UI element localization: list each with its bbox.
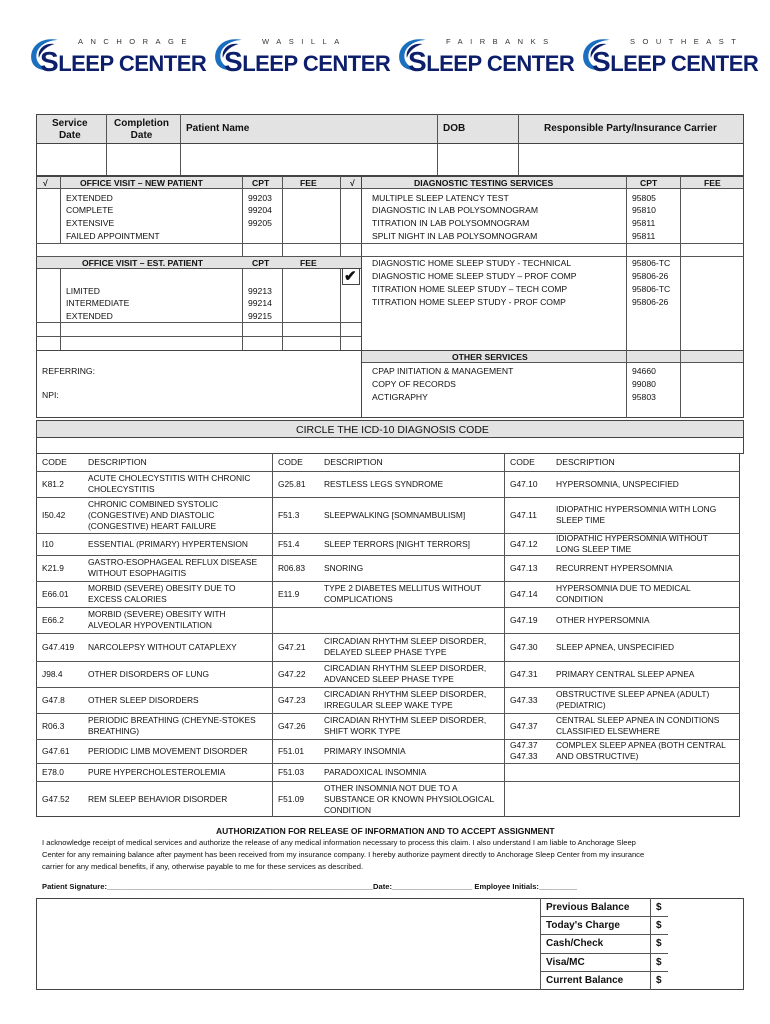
icd-description: PRIMARY CENTRAL SLEEP APNEA: [556, 668, 695, 679]
referring-block: [36, 350, 362, 418]
office-est-row-cpt: 99215: [248, 311, 272, 321]
icd-code-header: CODE: [510, 457, 535, 467]
diag-home-row-cpt: 95806-26: [632, 271, 669, 281]
logo-fairbanks: [396, 34, 576, 82]
authorization-title: AUTHORIZATION FOR RELEASE OF INFORMATION AND TO ACCEPT ASSIGNMENT: [216, 826, 555, 836]
office-new-row-desc: COMPLETE: [66, 205, 114, 215]
other-row-desc: CPAP INITIATION & MANAGEMENT: [372, 366, 514, 376]
icd-description: CIRCADIAN RHYTHM SLEEP DISORDER, ADVANCED SLEEP PHASE TYPE: [324, 663, 487, 684]
diag-row-desc: DIAGNOSTIC IN LAB POLYSOMNOGRAM: [372, 205, 539, 215]
completion-date-header: Completion Date: [114, 118, 169, 141]
diag-row-desc: TITRATION IN LAB POLYSOMNOGRAM: [372, 218, 530, 228]
logo-wasilla: [212, 34, 392, 82]
balance-label: Visa/MC: [546, 956, 585, 968]
icd-code[interactable]: F51.09: [278, 793, 305, 804]
diag-home-row-desc: DIAGNOSTIC HOME SLEEP STUDY - TECHNICAL: [372, 258, 572, 268]
icd-title: CIRCLE THE ICD-10 DIAGNOSIS CODE: [296, 424, 489, 436]
check-column-header: √: [43, 178, 48, 188]
icd-code-header: CODE: [42, 457, 67, 467]
diag-home-row-desc: TITRATION HOME SLEEP STUDY - PROF COMP: [372, 297, 566, 307]
diag-cpt-header: CPT: [640, 178, 658, 188]
balance-amount-field[interactable]: $: [656, 974, 662, 986]
icd-code[interactable]: G47.14: [510, 588, 538, 599]
service-date-header: Service Date: [52, 118, 88, 141]
icd-code[interactable]: G47.30: [510, 641, 538, 652]
icd-code[interactable]: G47.11: [510, 509, 537, 520]
icd-code[interactable]: F51.01: [278, 745, 305, 756]
icd-code[interactable]: G47.61: [42, 745, 70, 756]
icd-code[interactable]: G47.419: [42, 641, 75, 652]
icd-code[interactable]: G47.26: [278, 720, 306, 731]
diag-home-row-desc: TITRATION HOME SLEEP STUDY – TECH COMP: [372, 284, 568, 294]
office-new-title: OFFICE VISIT – NEW PATIENT: [80, 178, 203, 188]
icd-description: COMPLEX SLEEP APNEA (BOTH CENTRAL AND OBSTRUCTIVE): [556, 740, 726, 761]
office-est-row-cpt: 99213: [248, 286, 272, 296]
office-new-cpt-header: CPT: [252, 178, 270, 188]
icd-description: SLEEPWALKING [SOMNAMBULISM]: [324, 509, 466, 520]
logo-southeast: [580, 34, 760, 82]
icd-description: OTHER SLEEP DISORDERS: [88, 694, 199, 705]
icd-description: CIRCADIAN RHYTHM SLEEP DISORDER, IRREGULAR SLEEP WAKE TYPE: [324, 689, 487, 710]
balance-block: [36, 898, 744, 990]
icd-code[interactable]: G25.81: [278, 478, 306, 489]
icd-code[interactable]: I10: [42, 538, 54, 549]
office-est-cpt-header: CPT: [252, 258, 270, 268]
icd-code[interactable]: E66.2: [42, 614, 64, 625]
icd-code[interactable]: G47.23: [278, 694, 306, 705]
icd-code[interactable]: F51.3: [278, 509, 300, 520]
patient-name-header: Patient Name: [186, 123, 250, 134]
diag-row-cpt: 95810: [632, 205, 656, 215]
other-row-desc: ACTIGRAPHY: [372, 392, 428, 402]
icd-description: HYPERSOMNIA, UNSPECIFIED: [556, 478, 679, 489]
icd-code[interactable]: G47.31: [510, 668, 538, 679]
icd-code[interactable]: F51.03: [278, 766, 305, 777]
diag-row-cpt: 95811: [632, 231, 656, 241]
icd-code[interactable]: G47.19: [510, 614, 538, 625]
balance-label: Previous Balance: [546, 902, 630, 913]
icd-code[interactable]: G47.12: [510, 538, 538, 549]
checkmark-icon: ✔: [344, 268, 357, 285]
icd-description: OTHER INSOMNIA NOT DUE TO A SUBSTANCE OR KNOWN PHYSIOLOGICAL CONDITION: [324, 782, 495, 815]
diag-fee-header: FEE: [704, 178, 721, 188]
icd-description: REM SLEEP BEHAVIOR DISORDER: [88, 793, 228, 804]
icd-code[interactable]: G47.52: [42, 793, 70, 804]
icd-code[interactable]: G47.10: [510, 478, 538, 489]
icd-description: NARCOLEPSY WITHOUT CATAPLEXY: [88, 641, 237, 652]
icd-code[interactable]: F51.4: [278, 538, 300, 549]
icd-description: SLEEP TERRORS [NIGHT TERRORS]: [324, 538, 470, 549]
office-new-row-cpt: 99205: [248, 218, 272, 228]
authorization-text: carrier for any medical benefits, if any, otherwise payable to me for these services as described.: [42, 862, 364, 871]
balance-amount-field[interactable]: $: [656, 938, 662, 950]
npi-label: NPI:: [42, 390, 59, 400]
icd-code[interactable]: R06.3: [42, 720, 65, 731]
icd-description: SLEEP APNEA, UNSPECIFIED: [556, 641, 675, 652]
logo-city: ANCHORAGE: [78, 37, 194, 46]
icd-description: IDIOPATHIC HYPERSOMNIA WITHOUT LONG SLEEP TIME: [556, 533, 708, 554]
icd-description: ACUTE CHOLECYSTITIS WITH CHRONIC CHOLECYSTITIS: [88, 473, 251, 494]
other-row-cpt: 94660: [632, 366, 656, 376]
patient-entry-row[interactable]: [36, 143, 744, 176]
icd-code[interactable]: I50.42: [42, 509, 66, 520]
responsible-party-header: Responsible Party/Insurance Carrier: [544, 123, 717, 134]
diag-row-desc: SPLIT NIGHT IN LAB POLYSOMNOGRAM: [372, 231, 538, 241]
icd-description-header: DESCRIPTION: [324, 457, 383, 467]
icd-description: CIRCADIAN RHYTHM SLEEP DISORDER, SHIFT WORK TYPE: [324, 715, 487, 736]
icd-description: OTHER HYPERSOMNIA: [556, 614, 650, 625]
office-est-fee-header: FEE: [300, 258, 317, 268]
icd-description: RECURRENT HYPERSOMNIA: [556, 562, 673, 573]
office-new-row-cpt: 99203: [248, 193, 272, 203]
authorization-text: Center for any remaining balance after payment has been received from my insurance company. I hereby authorize payment directly to Anchorage Sleep Center from my insurance: [42, 850, 645, 859]
icd-description: PERIODIC LIMB MOVEMENT DISORDER: [88, 745, 248, 756]
icd-description: PERIODIC BREATHING (CHEYNE-STOKES BREATHING): [88, 715, 256, 736]
icd-description: MORBID (SEVERE) OBESITY WITH ALVEOLAR HYPOVENTILATION: [88, 609, 226, 630]
icd-description: PURE HYPERCHOLESTEROLEMIA: [88, 766, 226, 777]
icd-description: OBSTRUCTIVE SLEEP APNEA (ADULT) (PEDIATRIC): [556, 689, 710, 710]
icd-description: PRIMARY INSOMNIA: [324, 745, 406, 756]
balance-amount-field[interactable]: $: [656, 902, 662, 913]
office-new-row-desc: EXTENSIVE: [66, 218, 115, 228]
icd-description: GASTRO-ESOPHAGEAL REFLUX DISEASE WITHOUT ESOPHAGITIS: [88, 557, 258, 578]
icd-code[interactable]: E66.01: [42, 588, 69, 599]
icd-description: CHRONIC COMBINED SYSTOLIC (CONGESTIVE) AND DIASTOLIC (CONGESTIVE) HEART FAILURE: [88, 498, 219, 531]
icd-code[interactable]: G47.8: [42, 694, 65, 705]
logo-name: SLEEP CENTER: [408, 46, 575, 77]
logo-anchorage: [28, 34, 208, 82]
office-est-row-desc: INTERMEDIATE: [66, 298, 130, 308]
logo-name: SLEEP CENTER: [40, 46, 207, 77]
signature-line[interactable]: Patient Signature:_______________________________________________________________Date:___________________ Employee Initials:_________: [42, 882, 577, 891]
office-est-row-desc: EXTENDED: [66, 311, 113, 321]
icd-description: HYPERSOMNIA DUE TO MEDICAL CONDITION: [556, 583, 691, 604]
diag-home-row-cpt: 95806-TC: [632, 284, 671, 294]
authorization-text: I acknowledge receipt of medical services and authorize the release of any medical information necessary to process this claim. I also understand I am liable to Anchorage Sleep: [42, 838, 636, 847]
diag-row-cpt: 95805: [632, 193, 656, 203]
office-new-row-desc: FAILED APPOINTMENT: [66, 231, 160, 241]
balance-label: Current Balance: [546, 974, 624, 986]
icd-code[interactable]: E11.9: [278, 588, 300, 599]
icd-code-header: CODE: [278, 457, 303, 467]
icd-code[interactable]: E78.0: [42, 766, 64, 777]
icd-description: RESTLESS LEGS SYNDROME: [324, 478, 444, 489]
icd-description-header: DESCRIPTION: [88, 457, 147, 467]
icd-code[interactable]: G47.37: [510, 720, 538, 731]
other-row-cpt: 99080: [632, 379, 656, 389]
icd-code[interactable]: G47.37 G47.33: [510, 740, 538, 761]
office-est-row-desc: LIMITED: [66, 286, 100, 296]
referring-label: REFERRING:: [42, 366, 95, 376]
icd-description: MORBID (SEVERE) OBESITY DUE TO EXCESS CALORIES: [88, 583, 236, 604]
balance-label: Cash/Check: [546, 938, 604, 950]
office-est-title: OFFICE VISIT – EST. PATIENT: [82, 258, 203, 268]
icd-code[interactable]: G47.22: [278, 668, 306, 679]
icd-description: ESSENTIAL (PRIMARY) HYPERTENSION: [88, 538, 248, 549]
icd-description: TYPE 2 DIABETES MELLITUS WITHOUT COMPLICATIONS: [324, 583, 482, 604]
icd-description: CENTRAL SLEEP APNEA IN CONDITIONS CLASSIFIED ELSEWHERE: [556, 715, 720, 736]
icd-description-header: DESCRIPTION: [556, 457, 615, 467]
logo-city: SOUTHEAST: [630, 37, 744, 46]
other-row-desc: COPY OF RECORDS: [372, 379, 456, 389]
diag-home-row-desc: DIAGNOSTIC HOME SLEEP STUDY – PROF COMP: [372, 271, 577, 281]
icd-code[interactable]: J98.4: [42, 668, 63, 679]
diag-row-desc: MULTIPLE SLEEP LATENCY TEST: [372, 193, 509, 203]
diag-title: DIAGNOSTIC TESTING SERVICES: [414, 178, 554, 188]
office-new-row-desc: EXTENDED: [66, 193, 113, 203]
icd-description: CIRCADIAN RHYTHM SLEEP DISORDER, DELAYED SLEEP PHASE TYPE: [324, 636, 487, 657]
logo-city: FAIRBANKS: [446, 37, 556, 46]
diag-row-cpt: 95811: [632, 218, 656, 228]
icd-code[interactable]: K81.2: [42, 478, 64, 489]
logo-name: SLEEP CENTER: [592, 46, 759, 77]
icd-description: OTHER DISORDERS OF LUNG: [88, 668, 209, 679]
icd-description: SNORING: [324, 562, 364, 573]
icd-code[interactable]: G47.33: [510, 694, 538, 705]
diag-home-row-cpt: 95806-26: [632, 297, 669, 307]
balance-amount-field[interactable]: $: [656, 920, 662, 932]
icd-code[interactable]: R06.83: [278, 562, 306, 573]
logo-city: WASILLA: [262, 37, 347, 46]
office-est-row-cpt: 99214: [248, 298, 272, 308]
other-services-title: OTHER SERVICES: [452, 352, 528, 362]
icd-description: PARADOXICAL INSOMNIA: [324, 766, 427, 777]
icd-code[interactable]: G47.21: [278, 641, 306, 652]
icd-code[interactable]: G47.13: [510, 562, 538, 573]
diag-home-row-cpt: 95806-TC: [632, 258, 671, 268]
icd-diagnosis-table: [36, 453, 740, 825]
dob-header: DOB: [443, 123, 466, 134]
logo-name: SLEEP CENTER: [224, 46, 391, 77]
office-new-fee-header: FEE: [300, 178, 317, 188]
diag-check-header: √: [350, 178, 355, 188]
icd-code[interactable]: K21.9: [42, 562, 64, 573]
balance-label: Today's Charge: [546, 920, 620, 932]
balance-amount-field[interactable]: $: [656, 956, 662, 968]
office-new-row-cpt: 99204: [248, 205, 272, 215]
icd-description: IDIOPATHIC HYPERSOMNIA WITH LONG SLEEP TIME: [556, 504, 717, 525]
other-row-cpt: 95803: [632, 392, 656, 402]
